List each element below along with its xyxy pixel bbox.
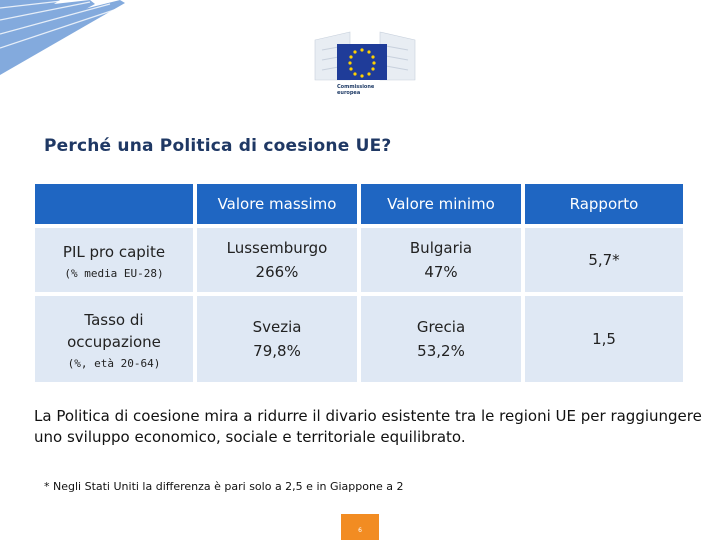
table-row-label <box>35 296 193 382</box>
min-country: Grecia <box>416 318 466 336</box>
row-sublabel: (% media EU-28) <box>64 266 164 280</box>
table-header-max: Valore massimo <box>197 184 357 224</box>
table-cell-max <box>197 228 357 292</box>
table-cell-max <box>197 296 357 382</box>
table-cell-ratio <box>525 228 683 292</box>
row-label: Tasso di occupazione <box>67 310 161 351</box>
table-cell-min <box>361 296 521 382</box>
decorative-corner-pattern <box>0 0 130 90</box>
body-paragraph: La Politica di coesione mira a ridurre il divario esistente tra le regioni UE per raggiungere uno sviluppo economico, sociale e territoriale equilibrato. <box>34 407 702 446</box>
table-cell-ratio <box>525 296 683 382</box>
max-value: 79,8% <box>253 342 301 360</box>
table-header-ratio: Rapporto <box>525 184 683 224</box>
max-value: 266% <box>255 263 299 281</box>
footnote: * Negli Stati Uniti la differenza è pari solo a 2,5 e in Giappone a 2 <box>44 480 404 493</box>
page-number: 6 <box>358 527 362 534</box>
comparison-table <box>35 184 683 382</box>
logo-caption <box>337 84 374 96</box>
ratio-value: 1,5 <box>592 330 616 348</box>
logo-caption-line2: europea <box>337 90 361 96</box>
min-country: Bulgaria <box>409 239 473 257</box>
logo-caption-line1: Commissione <box>337 84 375 90</box>
table-header-min: Valore minimo <box>361 184 521 224</box>
min-value: 47% <box>424 263 458 281</box>
european-commission-logo <box>310 22 420 122</box>
table-row-label <box>35 228 193 292</box>
row-label: PIL pro capite <box>62 242 166 261</box>
page-number-box <box>341 514 379 540</box>
max-country: Svezia <box>252 318 302 336</box>
table-header-empty <box>35 184 193 224</box>
ratio-value: 5,7* <box>588 251 620 269</box>
table-cell-min <box>361 228 521 292</box>
max-country: Lussemburgo <box>226 239 328 257</box>
row-sublabel: (%, età 20-64) <box>67 356 161 370</box>
min-value: 53,2% <box>417 342 465 360</box>
slide-title: Perché una Politica di coesione UE? <box>44 136 392 156</box>
